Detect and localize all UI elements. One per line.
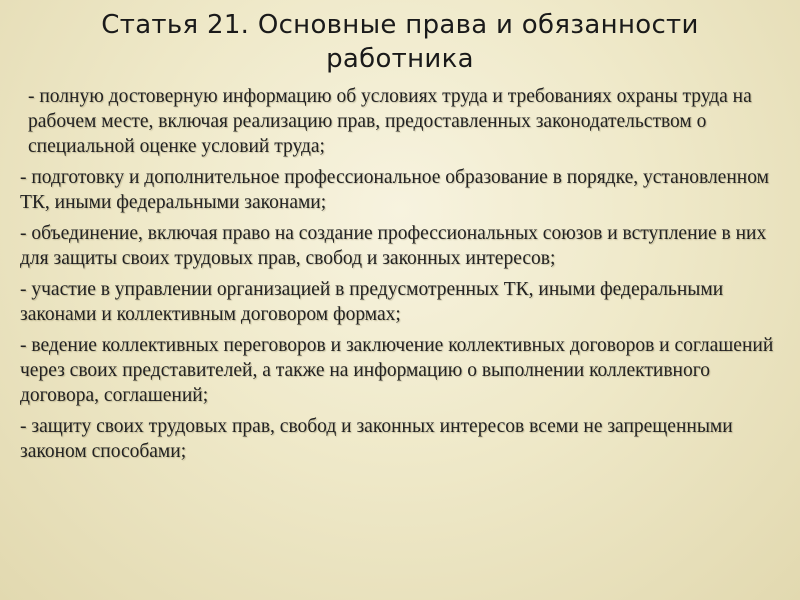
title-line-2: работника <box>326 44 474 74</box>
list-item-information: - полную достоверную информацию об условиях труда и требованиях охраны труда на рабочем месте, включая реализацию прав, предоставленных законодательством о специальной оценке условий труда; <box>28 86 752 157</box>
list-item-protection: - защиту своих трудовых прав, свобод и законных интересов всеми не запрещенными законом способами; <box>20 416 733 462</box>
title-line-1: Статья 21. Основные права и обязанности <box>101 10 699 40</box>
slide-body <box>20 84 790 470</box>
list-item-negotiations: - ведение коллективных переговоров и заключение коллективных договоров и соглашений через своих представителей, а также на информацию о выполнении коллективного договора, соглашений; <box>20 335 774 406</box>
list-item-management: - участие в управлении организацией в предусмотренных ТК, иными федеральными законами и коллективным договором формах; <box>20 279 724 325</box>
list-item-union: - объединение, включая право на создание профессиональных союзов и вступление в них для защиты своих трудовых прав, свобод и законных интересов; <box>20 223 767 269</box>
slide-title <box>0 8 800 76</box>
list-item-training: - подготовку и дополнительное профессиональное образование в порядке, установленном ТК, иными федеральными законами; <box>20 167 769 213</box>
